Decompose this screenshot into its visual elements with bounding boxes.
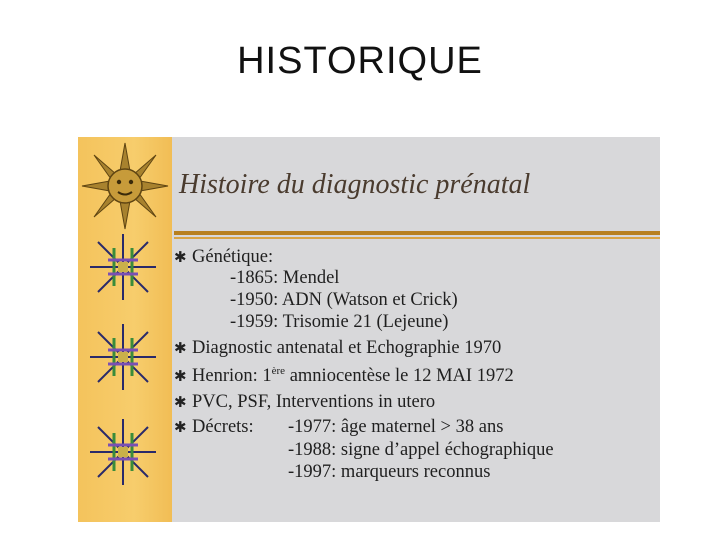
list-item: ✱ Diagnostic antenatal et Echographie 1970 bbox=[174, 338, 502, 358]
star-ornament-icon bbox=[88, 322, 158, 392]
list-item: ✱ Génétique: bbox=[174, 247, 274, 267]
bullet-star-icon: ✱ bbox=[174, 341, 187, 357]
sun-face-icon bbox=[80, 141, 170, 231]
list-item: -1988: signe d’appel échographique bbox=[288, 440, 554, 460]
list-item: -1950: ADN (Watson et Crick) bbox=[230, 290, 458, 310]
heading-rule bbox=[174, 231, 660, 235]
list-item: -1865: Mendel bbox=[230, 268, 340, 288]
heading-rule-thin bbox=[174, 237, 660, 239]
slide-title: HISTORIQUE bbox=[237, 40, 483, 82]
list-item: ✱ PVC, PSF, Interventions in utero bbox=[174, 392, 436, 412]
list-item: -1997: marqueurs reconnus bbox=[288, 462, 491, 482]
bullet-star-icon: ✱ bbox=[174, 250, 187, 266]
list-item: ✱ Henrion: 1ère amniocentèse le 12 MAI 1972 bbox=[174, 365, 514, 387]
list-item: ✱ Décrets: -1977: âge maternel > 38 ans bbox=[174, 417, 504, 437]
bullet-star-icon: ✱ bbox=[174, 395, 187, 411]
scan-heading: Histoire du diagnostic prénatal bbox=[179, 169, 531, 200]
bullet-star-icon: ✱ bbox=[174, 369, 187, 386]
bullet-star-icon: ✱ bbox=[174, 420, 187, 436]
star-ornament-icon bbox=[88, 417, 158, 487]
list-item: -1959: Trisomie 21 (Lejeune) bbox=[230, 312, 449, 332]
scanned-slide-image bbox=[78, 137, 660, 522]
star-ornament-icon bbox=[88, 232, 158, 302]
